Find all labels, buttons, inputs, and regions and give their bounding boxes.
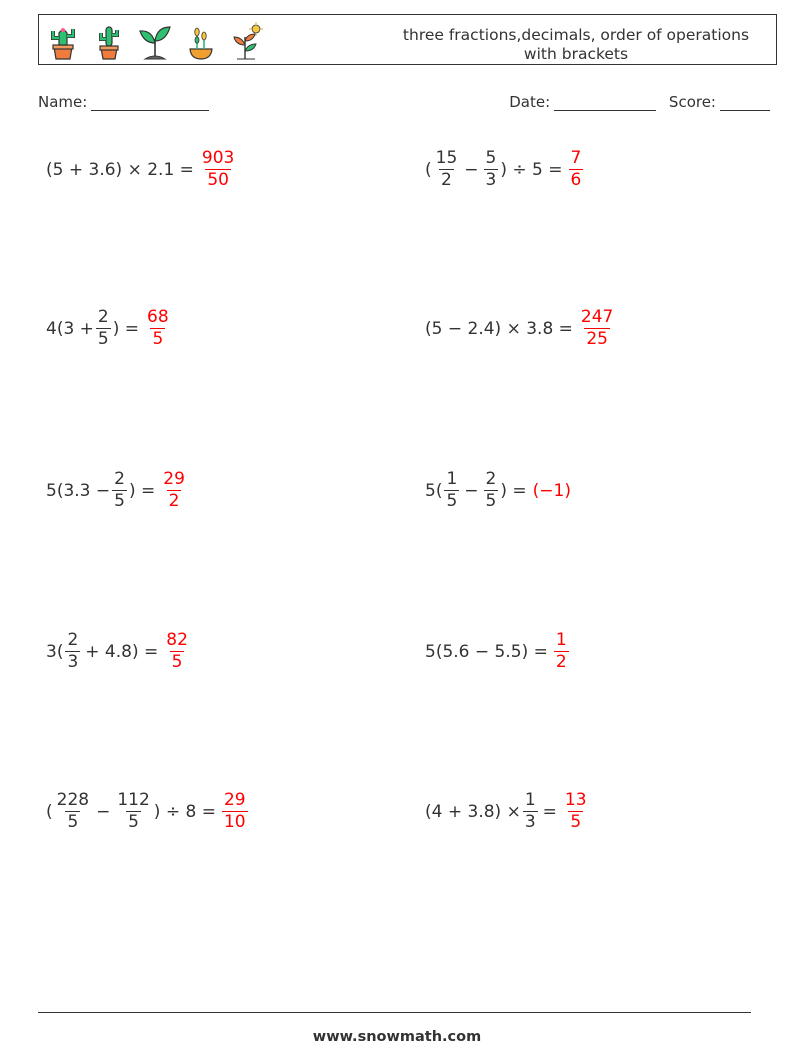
score-blank[interactable] — [720, 94, 770, 111]
denominator: 3 — [485, 170, 497, 190]
expression-tail: ) ÷ 5 = — [500, 159, 563, 180]
cactus-pot-icon — [44, 21, 82, 61]
operator: − — [96, 801, 111, 822]
answer-numerator: 29 — [163, 469, 185, 489]
numerator: 5 — [485, 148, 497, 168]
fraction — [112, 469, 127, 512]
expression: (5 − 2.4) × 3.8 = — [425, 318, 573, 339]
cactus-pot-icon — [90, 21, 128, 61]
numerator: 1 — [524, 790, 536, 810]
open-bracket: ( — [46, 801, 53, 822]
footer-url[interactable]: www.snowmath.com — [312, 1029, 482, 1045]
operator: − — [464, 480, 479, 501]
date-blank[interactable] — [554, 94, 656, 111]
denominator: 5 — [97, 329, 109, 349]
answer-denominator: 5 — [171, 652, 183, 672]
expression-tail: ) = — [128, 480, 156, 501]
name-field — [38, 93, 209, 111]
fraction-2 — [115, 790, 151, 833]
plant-icons — [44, 19, 266, 63]
denominator: 5 — [446, 491, 458, 511]
problem-9 — [46, 790, 250, 833]
answer-denominator: 2 — [555, 652, 567, 672]
sun-plant-icon — [228, 21, 266, 61]
problem-10 — [425, 790, 591, 833]
expression-head: (4 + 3.8) × — [425, 801, 521, 822]
answer-denominator: 5 — [152, 329, 164, 349]
answer-denominator: 10 — [223, 812, 246, 832]
problem-5 — [46, 469, 189, 512]
denominator: 5 — [128, 812, 139, 832]
expression-head: 3( — [46, 641, 64, 662]
sprout-icon — [136, 21, 174, 61]
expression: (5 + 3.6) × 2.1 = — [46, 159, 194, 180]
denominator: 5 — [67, 812, 79, 832]
name-blank[interactable] — [91, 94, 209, 111]
answer-fraction — [563, 790, 589, 833]
title-line-1: three fractions,decimals, order of operations — [402, 26, 750, 44]
worksheet-title — [386, 26, 766, 64]
numerator: 2 — [485, 469, 497, 489]
numerator: 15 — [435, 148, 458, 168]
denominator: 5 — [485, 491, 497, 511]
answer-numerator: 13 — [564, 790, 587, 810]
denominator: 3 — [524, 812, 536, 832]
fraction-1 — [444, 469, 459, 512]
expression-head: 5( — [425, 480, 443, 501]
score-label: Score: — [668, 93, 716, 111]
answer-fraction — [569, 148, 584, 191]
answer-denominator: 5 — [570, 812, 582, 832]
expression: 5(5.6 − 5.5) = — [425, 641, 548, 662]
numerator: 2 — [97, 307, 109, 327]
date-label: Date: — [509, 93, 551, 111]
denominator: 3 — [67, 652, 79, 672]
fraction-1 — [434, 148, 460, 191]
expression-tail: ) = — [500, 480, 527, 501]
answer-numerator: 29 — [223, 790, 246, 810]
answer-numerator: 82 — [166, 630, 188, 650]
expression-head: 4(3 + — [46, 318, 94, 339]
name-label: Name: — [38, 93, 88, 111]
operator: − — [464, 159, 479, 180]
problem-7 — [46, 630, 192, 673]
answer-numerator: 247 — [580, 307, 614, 327]
open-bracket: ( — [425, 159, 432, 180]
answer-denominator: 25 — [586, 329, 608, 349]
answer-numerator: 1 — [555, 630, 567, 650]
expression-head: 5(3.3 − — [46, 480, 111, 501]
problem-8 — [425, 630, 571, 673]
expression-tail: + 4.8) = — [85, 641, 159, 662]
answer-numerator: 903 — [201, 148, 235, 168]
problem-1 — [46, 148, 238, 191]
expression-tail: = — [542, 801, 557, 822]
answer-numerator: 7 — [570, 148, 582, 168]
problem-6 — [425, 469, 571, 512]
answer-fraction — [222, 790, 248, 833]
answer-fraction — [164, 630, 190, 673]
answer-fraction — [579, 307, 615, 350]
numerator: 2 — [114, 469, 125, 489]
title-line-2: with brackets — [523, 45, 629, 63]
denominator: 5 — [114, 491, 125, 511]
header-box — [38, 14, 777, 65]
answer-fraction — [200, 148, 236, 191]
numerator: 228 — [56, 790, 90, 810]
footer-divider — [38, 1012, 751, 1013]
answer-numerator: 68 — [147, 307, 169, 327]
expression-tail: ) = — [112, 318, 140, 339]
fraction-2 — [484, 469, 499, 512]
denominator: 2 — [441, 170, 452, 190]
date-score-fields — [509, 93, 770, 111]
numerator: 1 — [446, 469, 458, 489]
wheat-pot-icon — [182, 21, 220, 61]
problem-4 — [425, 307, 617, 350]
fraction — [523, 790, 538, 833]
answer-denominator: 50 — [207, 170, 229, 190]
answer-fraction — [161, 469, 187, 512]
answer-fraction — [554, 630, 569, 673]
numerator: 112 — [117, 790, 150, 810]
answer-denominator: 2 — [168, 491, 180, 511]
problem-3 — [46, 307, 173, 350]
fraction-2 — [484, 148, 499, 191]
answer-value: (−1) — [532, 480, 571, 501]
answer-fraction — [145, 307, 171, 350]
answer-denominator: 6 — [570, 170, 582, 190]
fraction-1 — [55, 790, 91, 833]
fraction — [96, 307, 111, 350]
fraction — [65, 630, 80, 673]
problem-2 — [425, 148, 585, 191]
expression-tail: ) ÷ 8 = — [153, 801, 216, 822]
numerator: 2 — [67, 630, 79, 650]
